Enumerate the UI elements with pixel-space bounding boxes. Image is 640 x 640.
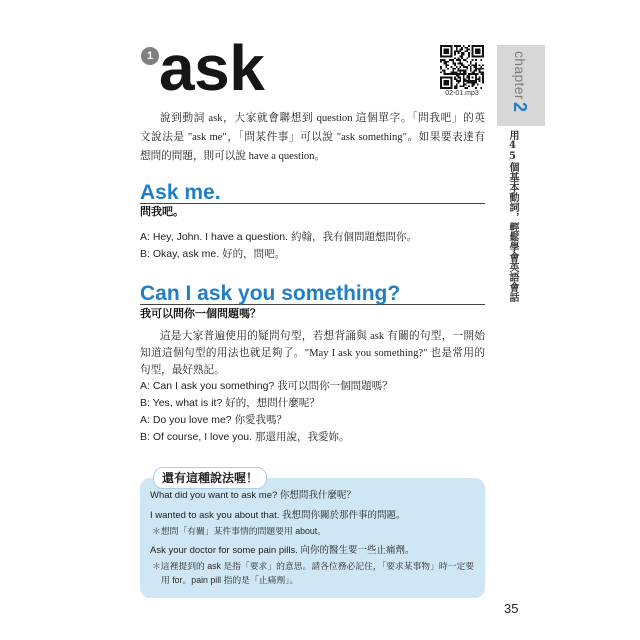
section-heading: Ask me. xyxy=(140,182,485,204)
english-sentence: Yes, what is it? xyxy=(152,397,223,409)
chapter-tab xyxy=(497,45,545,126)
speaker-label: A: xyxy=(140,380,150,392)
chinese-translation: 你愛我嗎？ xyxy=(234,414,288,426)
qr-code xyxy=(440,45,484,89)
dialogue xyxy=(140,229,485,263)
english-sentence: Do you love me? xyxy=(152,414,232,426)
lesson-number-badge: 1 xyxy=(141,47,159,65)
lesson-title-verb: ask xyxy=(159,32,265,104)
section-translation: 問我吧。 xyxy=(140,206,184,218)
speaker-label: B: xyxy=(140,248,150,260)
expression-sentence xyxy=(150,509,406,522)
chapter-number: 2 xyxy=(510,102,530,113)
expression-sentence xyxy=(150,489,356,502)
english-sentence: What did you want to ask me? xyxy=(150,490,278,501)
explanation-line: 這是大家普遍使用的疑問句型，若想背誦與 ask 有關的句型，一開始 xyxy=(160,331,485,342)
english-sentence: Ask your doctor for some pain pills. xyxy=(150,545,298,556)
speaker-label: B: xyxy=(140,431,150,443)
english-sentence: Can I ask you something? xyxy=(152,380,275,392)
dialogue-line xyxy=(140,395,485,412)
chinese-translation: 向你的醫生要一些止痛劑。 xyxy=(300,545,415,556)
section-heading: Can I ask you something? xyxy=(140,283,485,305)
chinese-translation: 我可以問你一個問題嗎？ xyxy=(277,380,393,392)
english-sentence: I wanted to ask you about that. xyxy=(150,510,280,521)
english-sentence: Hey, John. I have a question. xyxy=(152,231,289,243)
intro-paragraph xyxy=(140,109,485,166)
english-sentence: Okay, ask me. xyxy=(152,248,220,260)
section-translation: 我可以問你一個問題嗎？ xyxy=(140,308,261,320)
explanation-line: 句型，最好熟記。 xyxy=(140,365,225,376)
speaker-label: B: xyxy=(140,397,150,409)
more-expressions-box xyxy=(140,478,485,598)
english-sentence: Of course, I love you. xyxy=(152,431,253,443)
chinese-translation: 那還用說，我愛妳。 xyxy=(254,431,350,443)
chinese-translation: 你想問我什麼呢？ xyxy=(279,490,356,501)
dialogue-line xyxy=(140,412,485,429)
dialogue-line xyxy=(140,229,485,246)
speaker-label: A: xyxy=(140,414,150,426)
chinese-translation: 我想問你關於那件事的問題。 xyxy=(282,510,406,521)
chapter-label: chapter xyxy=(512,51,528,100)
intro-line: 說到動詞 ask，大家就會聯想到 question 這個單字。「問我吧」的英 xyxy=(160,113,485,124)
more-expressions-title: 還有這種說法喔！ xyxy=(153,467,267,489)
speaker-label: A: xyxy=(140,231,150,243)
page-number: 35 xyxy=(504,601,519,616)
dialogue-line xyxy=(140,246,485,263)
explanation-paragraph xyxy=(140,328,485,379)
expression-note: ＊想問「有關」某件事情的問題要用 about。 xyxy=(152,526,327,536)
expression-sentence xyxy=(150,544,415,557)
book-subtitle: 用45個基本動詞，輕鬆學會英語會話 xyxy=(507,130,518,302)
dialogue-line xyxy=(140,378,485,395)
chinese-translation: 好的，問吧。 xyxy=(222,248,286,260)
chinese-translation: 好的，想問什麼呢？ xyxy=(225,397,320,409)
intro-line: 想問的問題，則可以說 have a question。 xyxy=(140,151,326,162)
dialogue xyxy=(140,378,485,446)
expression-note: 用 for。pain pill 指的是「止痛劑」。 xyxy=(161,575,299,585)
chinese-translation: 約翰，我有個問題想問你。 xyxy=(291,231,417,243)
explanation-line: 知道這個句型的用法也就足夠了。"May I ask you something?" 也是常用的 xyxy=(140,348,485,359)
dialogue-line xyxy=(140,429,485,446)
expression-note: ＊這裡提到的 ask 是指「要求」的意思。請各位務必記住，「要求某事物」時一定要 xyxy=(152,561,475,571)
audio-file-label: 02-01.mp3 xyxy=(445,90,479,97)
intro-line: 文說法是 "ask me"，「問某件事」可以說 "ask something"。如果要表達有 xyxy=(140,132,485,143)
